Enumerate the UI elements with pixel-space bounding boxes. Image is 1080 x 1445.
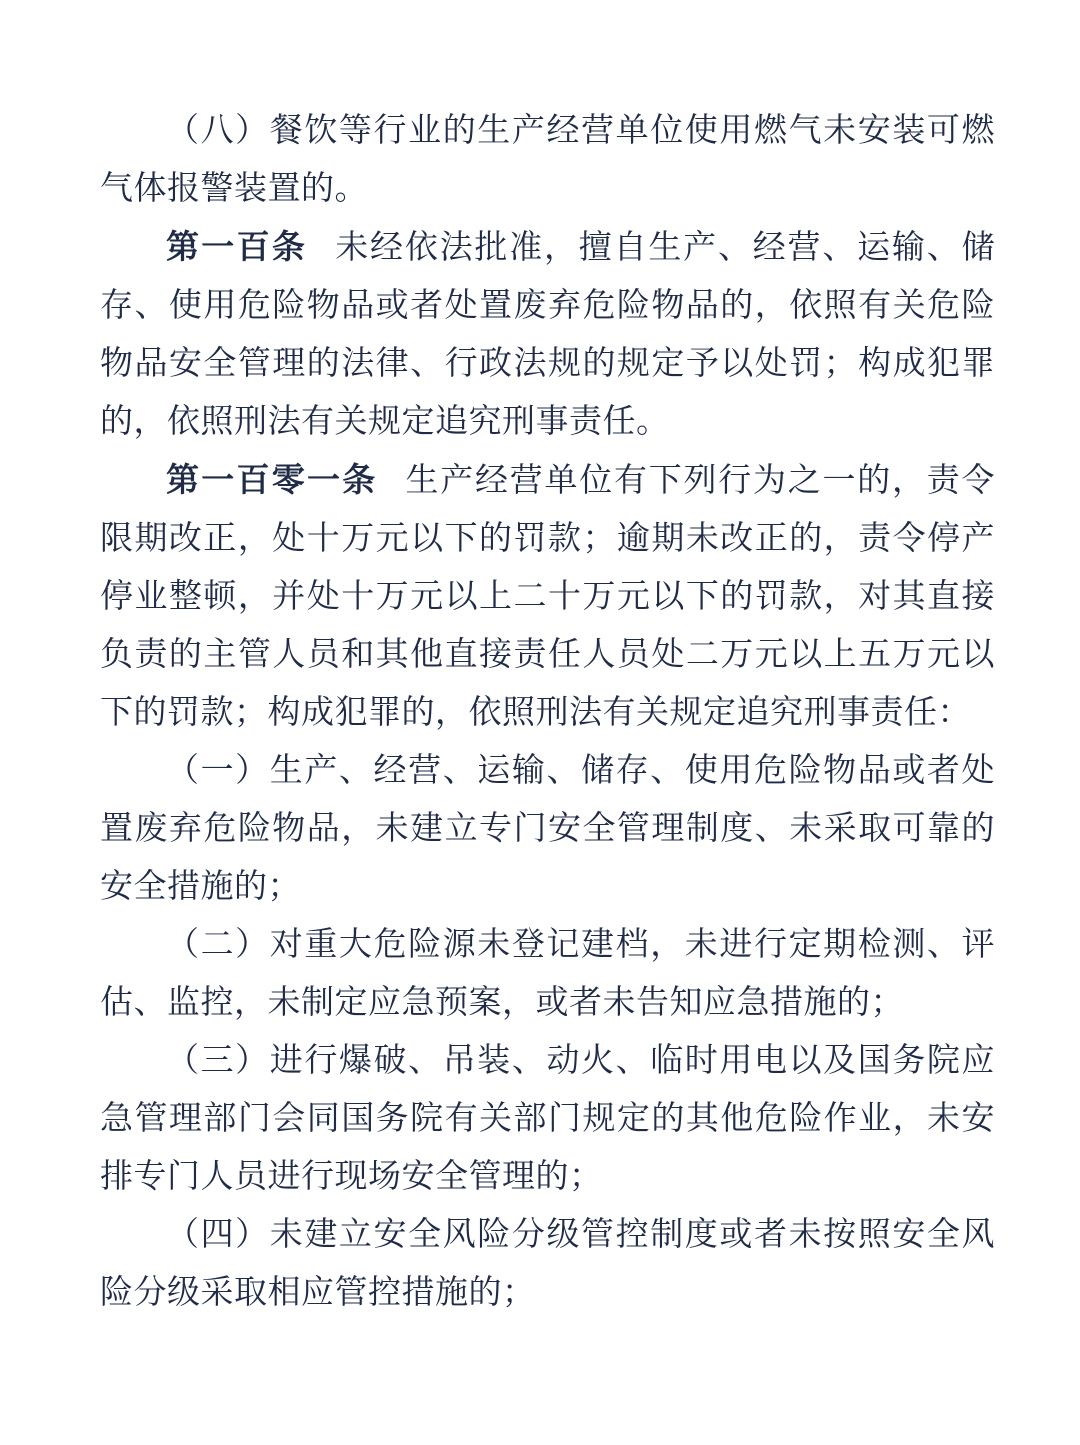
paragraph-text: 生产经营单位有下列行为之一的，责令限期改正，处十万元以下的罚款；逾期未改正的，责令停产停业整顿，并处十万元以上二十万元以下的罚款，对其直接负责的主管人员和其他直接责任人员处二万元以上五万元以下的罚款；构成犯罪的，依照刑法有关规定追究刑事责任： [100, 463, 996, 731]
document-body [100, 102, 995, 1322]
paragraph-text: 未经依法批准，擅自生产、经营、运输、储存、使用危险物品或者处置废弃危险物品的，依照有关危险物品安全管理的法律、行政法规的规定予以处罚；构成犯罪的，依照刑法有关规定追究刑事责任。 [100, 230, 996, 440]
paragraph-text: （一）生产、经营、运输、储存、使用危险物品或者处置废弃危险物品，未建立专门安全管理制度、未采取可靠的安全措施的； [100, 753, 995, 905]
paragraph-text: （三）进行爆破、吊装、动火、临时用电以及国务院应急管理部门会同国务院有关部门规定的其他危险作业，未安排专门人员进行现场安全管理的； [100, 1043, 995, 1195]
clause-paragraph [100, 742, 995, 916]
article-paragraph [100, 451, 995, 742]
paragraph-text: （四）未建立安全风险分级管控制度或者未按照安全风险分级采取相应管控措施的； [100, 1217, 995, 1311]
paragraph-text: （八）餐饮等行业的生产经营单位使用燃气未安装可燃气体报警装置的。 [100, 113, 995, 207]
clause-paragraph [100, 916, 995, 1032]
clause-paragraph [100, 1206, 995, 1322]
clause-paragraph [100, 102, 995, 218]
article-paragraph [100, 218, 995, 451]
article-number: 第一百零一条 [166, 461, 378, 498]
clause-paragraph [100, 1032, 995, 1206]
article-number: 第一百条 [166, 228, 308, 265]
paragraph-text: （二）对重大危险源未登记建档，未进行定期检测、评估、监控，未制定应急预案，或者未告知应急措施的； [100, 927, 995, 1021]
